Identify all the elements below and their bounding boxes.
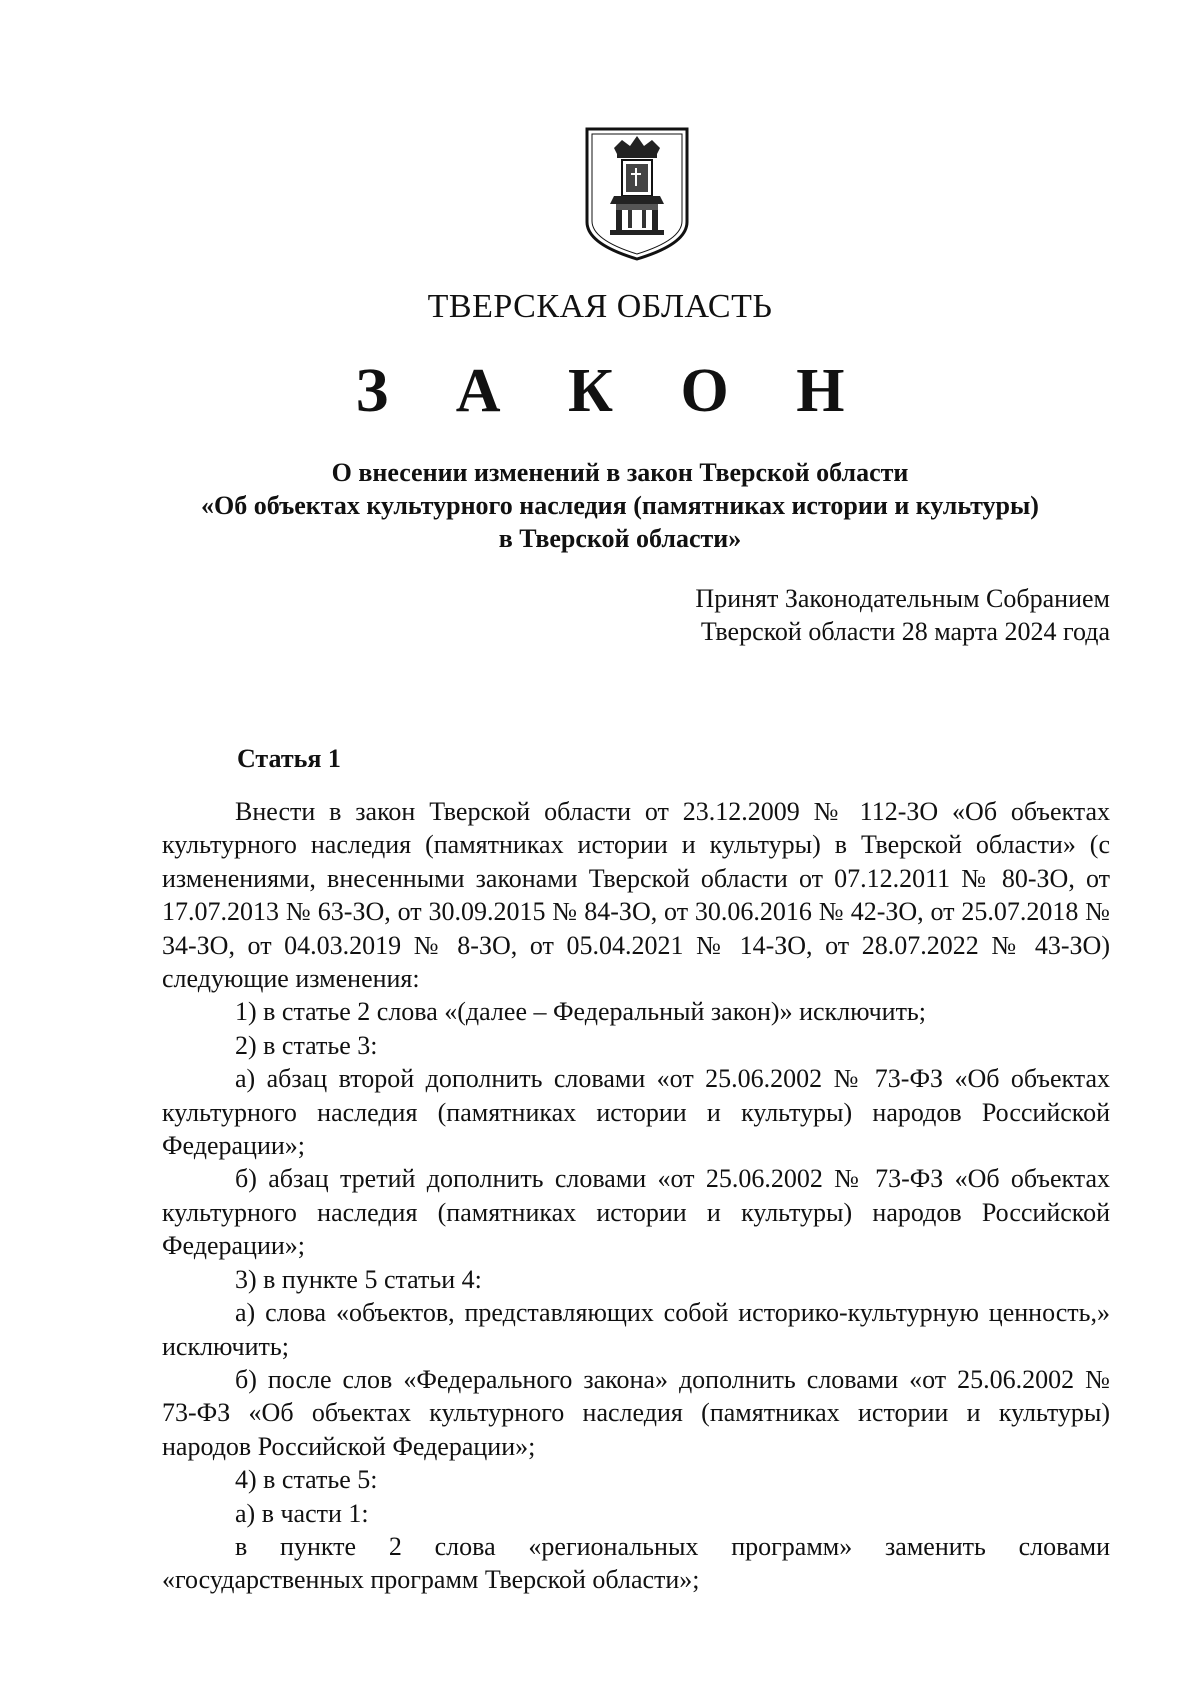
adoption-line: Принят Законодательным Собранием [695, 584, 1110, 613]
article-paragraph: а) абзац второй дополнить словами «от 25.06.2002 № 73-ФЗ «Об объектах культурного наследия (памятниках истории и культуры) народов Российской Федерации»; [162, 1064, 1110, 1161]
adoption-line: Тверской области 28 марта 2024 года [700, 617, 1110, 646]
article-paragraph: а) в части 1: [235, 1498, 369, 1528]
adoption-note [590, 582, 1110, 648]
article-paragraph: 4) в статье 5: [235, 1465, 378, 1495]
law-title-line: в Тверской области» [498, 524, 742, 553]
document-type: З А К О Н [355, 357, 871, 425]
article-paragraph: б) абзац третий дополнить словами «от 25.06.2002 № 73-ФЗ «Об объектах культурного наследия (памятниках истории и культуры) народов Российской Федерации»; [162, 1164, 1110, 1261]
article-heading: Статья 1 [237, 744, 341, 773]
law-title-line: О внесении изменений в закон Тверской области [331, 458, 909, 487]
article-paragraph: 3) в пункте 5 статьи 4: [235, 1264, 482, 1294]
article-paragraph: б) после слов «Федерального закона» дополнить словами «от 25.06.2002 № 73-ФЗ «Об объектах культурного наследия (памятниках истории и культуры) народов Российской Федерации»; [162, 1364, 1110, 1461]
article-paragraph: а) слова «объектов, представляющих собой историко-культурную ценность,» исключить; [162, 1298, 1110, 1361]
article-paragraph: в пункте 2 слова «региональных программ» заменить словами «государственных программ Тверской области»; [162, 1531, 1110, 1595]
article-body [162, 795, 1110, 1597]
article-paragraph: 1) в статье 2 слова «(далее – Федеральный закон)» исключить; [235, 997, 927, 1027]
tver-coat-of-arms-icon [584, 126, 690, 262]
law-title [160, 456, 1080, 555]
article-paragraph: Внести в закон Тверской области от 23.12.2009 № 112-ЗО «Об объектах культурного наследия (памятниках истории и культуры) в Тверской области» (с изменениями, внесенными законами Тверской области от 07.12.2011 № 80-ЗО, от 17.07.2013 № 63-ЗО, от 30.09.2015 № 84-ЗО, от 30.06.2016 № 42-ЗО, от 25.07.2018 № 34-ЗО, от 04.03.2019 № 8-ЗО, от 05.04.2021 № 14-ЗО, от 28.07.2022 № 43-ЗО) следующие изменения: [162, 797, 1110, 994]
article-paragraph: 2) в статье 3: [235, 1030, 378, 1060]
law-title-line: «Об объектах культурного наследия (памятниках истории и культуры) [201, 491, 1039, 520]
region-name: ТВЕРСКАЯ ОБЛАСТЬ [427, 288, 773, 325]
